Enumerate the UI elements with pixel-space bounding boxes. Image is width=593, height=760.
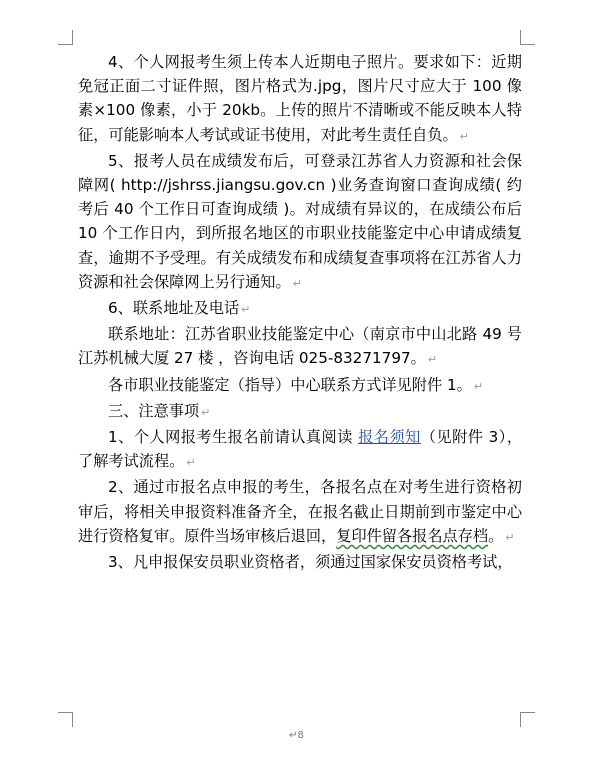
- paragraph-mark: ↵: [201, 405, 211, 419]
- paragraph-mark: ↵: [186, 456, 196, 470]
- paragraph-mark: ↵: [505, 530, 515, 544]
- grammar-flagged-text[interactable]: 复印件留各报名点存档: [336, 526, 489, 545]
- paragraph-note-2: 2、通过市报名点申报的考生，各报名点在对考生进行资格初审后，将相关申报资料准备齐全，在报名截止日期前到市鉴定中心进行资格复审。原件当场审核后退回，复印件留各报名点存档。 ↵: [78, 478, 522, 545]
- paragraph-contact-heading: 6、联系地址及电话 ↵: [108, 299, 251, 318]
- paragraph-photo-requirements: 4、个人网报考生须上传本人近期电子照片。要求如下：近期免冠正面二寸证件照，图片格式为.jpg，图片尺寸应大于 100 像素×100 像素，小于 20kb。上传的照片不清晰或不能反映本人特征，可能影响本人考试或证书使用，对此考生责任自负。 ↵: [78, 53, 522, 144]
- paragraph-city-centers: 各市职业技能鉴定（指导）中心联系方式详见附件 1。 ↵: [108, 375, 484, 394]
- paragraph-mark: ↵: [292, 276, 302, 290]
- paragraph-contact-address: 联系地址：江苏省职业技能鉴定中心（南京市中山北路 49 号江苏机械大厦 27 楼 ，咨询电话 025-83271797。 ↵: [78, 325, 522, 368]
- paragraph-mark: ↵: [459, 129, 469, 143]
- registration-notice-link[interactable]: 报名须知: [358, 428, 421, 447]
- crop-mark-top-right: [520, 30, 535, 45]
- paragraph-note-1: 1、个人网报考生报名前请认真阅读 报名须知（见附件 3），了解考试流程。 ↵: [78, 428, 523, 471]
- paragraph-note-3: 3、凡申报保安员职业资格者，须通过国家保安员资格考试，: [108, 553, 513, 572]
- crop-mark-bottom-right: [520, 712, 535, 727]
- paragraph-mark-icon: ↵: [289, 730, 298, 741]
- page-number: ↵8: [289, 730, 304, 741]
- crop-mark-bottom-left: [58, 712, 73, 727]
- paragraph-mark: ↵: [473, 379, 484, 393]
- section-heading-notes: 三、注意事项 ↵: [108, 401, 211, 420]
- crop-mark-top-left: [58, 30, 73, 45]
- paragraph-mark: ↵: [427, 353, 438, 367]
- paragraph-score-query: 5、报考人员在成绩发布后，可登录江苏省人力资源和社会保障网( http://jshrss.jiangsu.gov.cn )业务查询窗口查询成绩( 约考后 40 个工作日可查询成绩 )。对成绩有异议的，在成绩公布后 10 个工作日内，到所报名地区的市职业技能鉴定中心申请成绩复查，逾期不予受理。有关成绩发布和成绩复查事项将在江苏省人力资源和社会保障网上另行通知。 ↵: [78, 151, 522, 291]
- paragraph-mark: ↵: [241, 303, 251, 317]
- document-body[interactable]: [78, 50, 522, 574]
